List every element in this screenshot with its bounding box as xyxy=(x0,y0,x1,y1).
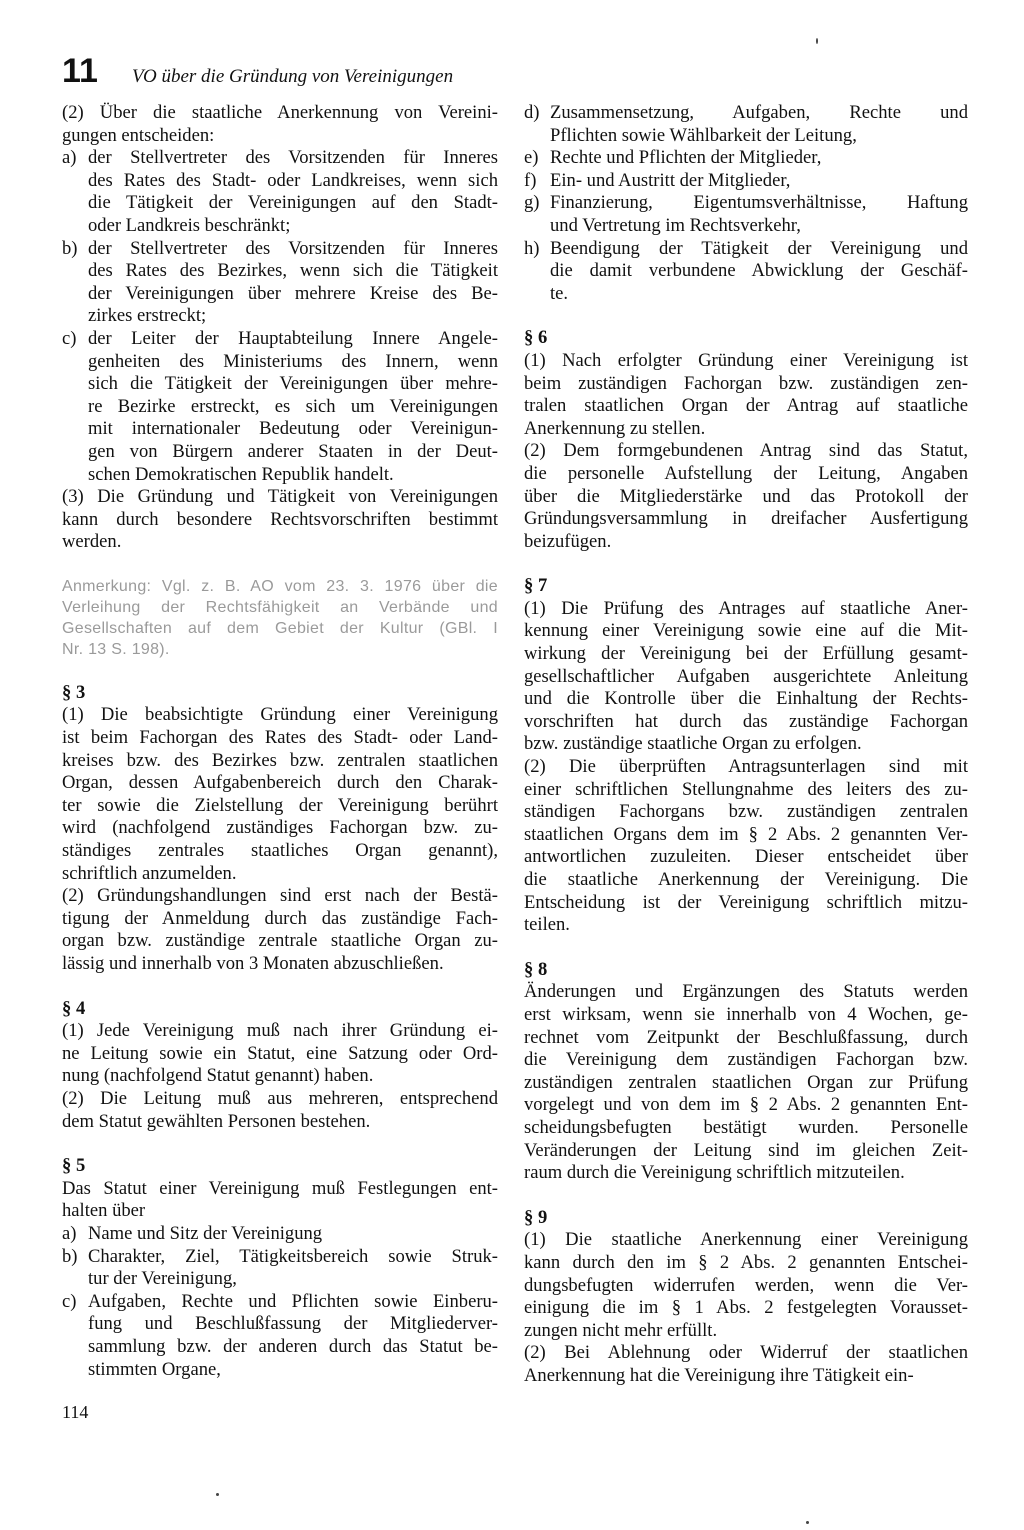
text-line: und Vertretung im Rechtsverkehr, xyxy=(550,214,801,236)
list-item-label: f) xyxy=(524,169,537,191)
running-title: VO über die Gründung von Vereinigungen xyxy=(131,66,454,87)
list-item-text xyxy=(550,192,968,237)
list-item xyxy=(62,1246,498,1291)
scan-speck xyxy=(816,38,818,44)
spacer xyxy=(524,305,968,327)
text-line: te. xyxy=(550,282,569,304)
text-line: Ein- und Austritt der Mitglieder, xyxy=(550,169,791,191)
text-line: und die Kontrolle über die Einhaltung der Rechts- xyxy=(524,688,968,710)
text-line: (3) Die Gründung und Tätigkeit von Vereinigungen xyxy=(62,486,498,508)
list-item-text xyxy=(88,238,498,328)
text-line: zungen nicht mehr erfüllt. xyxy=(524,1319,718,1341)
text-line: Finanzierung, Eigentumsverhältnisse, Haftung xyxy=(550,192,968,214)
text-line: sammlung bzw. der anderen durch das Statut be- xyxy=(88,1335,498,1357)
text-line: zirkes erstreckt; xyxy=(88,305,207,327)
text-line: einer schriftlichen Stellungnahme des leiters des zu- xyxy=(524,778,968,800)
list-item xyxy=(62,328,498,486)
text-line: (1) Die beabsichtigte Gründung einer Vereinigung xyxy=(62,704,498,726)
spacer xyxy=(524,1185,968,1207)
text-line: Anerkennung zu stellen. xyxy=(524,417,706,439)
text-line: die Vereinigung dem zuständigen Fachorgan bzw. xyxy=(524,1049,968,1071)
text-line: die staatliche Anerkennung der Vereinigung. Die xyxy=(524,869,968,890)
text-line: beizufügen. xyxy=(524,530,612,552)
text-line: gen von Bürgern anderer Staaten in der Deut- xyxy=(88,440,498,462)
text-line: Das Statut einer Vereinigung muß Festlegungen ent- xyxy=(62,1177,498,1199)
text-line: (2) Bei Ablehnung oder Widerruf der staatlichen xyxy=(524,1342,968,1364)
note-line: Verleihung der Rechtsfähigkeit an Verbände und xyxy=(62,598,498,616)
text-line: (2) Über die staatliche Anerkennung von Vereini- xyxy=(62,102,498,123)
text-line: gesellschaftlicher Aufgaben ausgerichtete Anleitung xyxy=(524,665,968,687)
text-line: genheiten des Ministeriums des Innern, wenn xyxy=(88,350,498,372)
text-line: Rechte und Pflichten der Mitglieder, xyxy=(550,147,822,169)
text-line: lässig und innerhalb von 3 Monaten abzuschließen. xyxy=(62,953,444,974)
text-line: re Bezirke erstreckt, es sich um Vereinigungen xyxy=(88,395,498,417)
list-item-text xyxy=(550,238,968,306)
text-line: Name und Sitz der Vereinigung xyxy=(88,1222,323,1244)
section-heading: § 7 xyxy=(524,575,548,597)
text-line: Änderungen und Ergänzungen des Statuts werden xyxy=(524,981,968,1003)
text-line: (1) Jede Vereinigung muß nach ihrer Gründung ei- xyxy=(62,1020,498,1042)
text-line: des Rates des Stadt- oder Landkreises, wenn sich xyxy=(88,169,498,191)
text-line: antwortlichen zuzuleiten. Dieser entscheidet über xyxy=(524,846,968,868)
list-item xyxy=(62,238,498,328)
text-line: beim zuständigen Fachorgan bzw. zuständigen zen- xyxy=(524,372,968,394)
text-line: Charakter, Ziel, Tätigkeitsbereich sowie Struk- xyxy=(88,1245,498,1267)
list-item-text xyxy=(88,1291,498,1381)
spacer xyxy=(524,937,968,959)
list-item-text xyxy=(88,147,498,237)
text-line: organ bzw. zuständige zentrale staatliche Organ zu- xyxy=(62,930,498,952)
list-item xyxy=(524,238,968,306)
list-item-text xyxy=(550,102,968,147)
text-line: ne Leitung sowie ein Statut, eine Satzung oder Ord- xyxy=(62,1042,498,1064)
section-heading: § 8 xyxy=(524,958,548,980)
list-item-text xyxy=(88,1246,498,1291)
text-line: (1) Die staatliche Anerkennung einer Vereinigung xyxy=(524,1229,968,1251)
list-item-text xyxy=(550,147,968,170)
chapter-number: 11 xyxy=(62,52,98,90)
text-line: ständiges zentrales staatliches Organ genannt), xyxy=(62,840,498,862)
section-heading: § 4 xyxy=(62,997,86,1019)
text-line: Gründungsversammlung in dreifacher Ausfertigung xyxy=(524,508,968,530)
spacer xyxy=(62,660,498,682)
list-item-text xyxy=(550,170,968,193)
text-line: Zusammensetzung, Aufgaben, Rechte und xyxy=(550,102,968,123)
text-line: (2) Die überprüften Antragsunterlagen sind mit xyxy=(524,756,968,778)
list-item xyxy=(62,1223,498,1246)
text-line: die personelle Aufstellung der Leitung, Angaben xyxy=(524,462,968,484)
text-line: erst wirksam, wenn sie innerhalb von 4 Wochen, ge- xyxy=(524,1003,968,1025)
text-line: dungsbefugten widerrufen werden, wenn die Ver- xyxy=(524,1274,968,1296)
text-line: Pflichten sowie Wählbarkeit der Leitung, xyxy=(550,124,857,146)
text-line: die Tätigkeit der Vereinigungen auf den Stadt- xyxy=(88,192,498,214)
scan-speck xyxy=(216,1493,219,1496)
note-line: Gesellschaften auf dem Gebiet der Kultur (GBl. I xyxy=(62,619,498,637)
text-line: raum durch die Vereinigung schriftlich mitzuteilen. xyxy=(524,1162,905,1184)
text-line: einigung die im § 1 Abs. 2 festgelegten Vorausset- xyxy=(524,1297,968,1319)
list-item-label: g) xyxy=(524,192,540,214)
list-item xyxy=(524,192,968,237)
text-line: der Stellvertreter des Vorsitzenden für Inneres xyxy=(88,147,498,169)
text-line: mit internationaler Bedeutung oder Vereinigun- xyxy=(88,418,498,440)
text-line: (2) Dem formgebundenen Antrag sind das Statut, xyxy=(524,440,968,462)
list-item-text xyxy=(88,328,498,486)
text-line: fung und Beschlußfassung der Mitgliederver- xyxy=(88,1313,498,1335)
note-line: Anmerkung: Vgl. z. B. AO vom 23. 3. 1976 über die xyxy=(62,577,498,595)
text-line: gungen entscheiden: xyxy=(62,124,215,146)
text-line: Entscheidung ist der Vereinigung schriftlich mitzu- xyxy=(524,891,968,913)
text-line: bzw. zuständige staatliche Organ zu erfolgen. xyxy=(524,733,862,755)
annotation-note xyxy=(62,576,498,660)
text-line: tigung der Anmeldung durch das zuständige Fach- xyxy=(62,907,498,929)
text-line: Beendigung der Tätigkeit der Vereinigung und xyxy=(550,237,968,259)
text-line: rechnet vom Zeitpunkt der Beschlußfassung, durch xyxy=(524,1026,968,1048)
list-item xyxy=(524,147,968,170)
text-line: Veränderungen der Leitung sind im gleichen Zeit- xyxy=(524,1139,968,1161)
text-line: scheidungsbefugten bestätigt wurden. Personelle xyxy=(524,1116,968,1138)
text-line: wirkung der Vereinigung bei der Erfüllung gesamt- xyxy=(524,643,968,665)
text-line: über die Mitgliederstärke und das Protokoll der xyxy=(524,485,968,507)
text-line: zuständigen zentralen staatlichen Organ zur Prüfung xyxy=(524,1071,968,1093)
text-line: vorschriften hat durch das zuständige Fachorgan xyxy=(524,710,968,732)
spacer xyxy=(62,976,498,998)
spacer xyxy=(524,553,968,575)
list-item-label: e) xyxy=(524,147,539,169)
text-line: kann durch den im § 2 Abs. 2 genannten Entschei- xyxy=(524,1251,968,1273)
list-item xyxy=(524,102,968,147)
right-column xyxy=(524,102,968,1387)
text-line: schen Demokratischen Republik handelt. xyxy=(88,463,394,485)
text-line: die damit verbundene Abwicklung der Geschäf- xyxy=(550,260,968,282)
text-line: (2) Gründungshandlungen sind erst nach der Bestä- xyxy=(62,885,498,907)
list-item-label: c) xyxy=(62,327,77,349)
text-line: ter sowie die Zielstellung der Vereinigung berührt xyxy=(62,794,498,816)
text-line: ständigen Fachorgans bzw. zuständigen zentralen xyxy=(524,801,968,823)
text-line: Anerkennung hat die Vereinigung ihre Tätigkeit ein- xyxy=(524,1364,914,1386)
page-header xyxy=(62,52,453,92)
text-line: Aufgaben, Rechte und Pflichten sowie Einberu- xyxy=(88,1290,498,1312)
list-item-label: a) xyxy=(62,147,77,169)
text-line: tur der Vereinigung, xyxy=(88,1268,237,1290)
list-item-label: a) xyxy=(62,1222,77,1244)
list-item-label: d) xyxy=(524,102,540,123)
text-line: der Leiter der Hauptabteilung Innere Angele- xyxy=(88,327,498,349)
list-item xyxy=(62,1291,498,1381)
text-line: staatlichen Organs dem im § 2 Abs. 2 genannten Ver- xyxy=(524,823,968,845)
text-line: vorgelegt und von dem im § 2 Abs. 2 genannten Ent- xyxy=(524,1094,968,1116)
text-line: werden. xyxy=(62,531,122,553)
list-item-text xyxy=(88,1223,498,1246)
section-heading: § 6 xyxy=(524,327,548,349)
list-item-label: c) xyxy=(62,1290,77,1312)
list-item-label: h) xyxy=(524,237,540,259)
page-number: 114 xyxy=(62,1402,89,1422)
text-line: (1) Nach erfolgter Gründung einer Vereinigung ist xyxy=(524,349,968,371)
text-line: kann durch besondere Rechtsvorschriften bestimmt xyxy=(62,508,498,530)
text-line: schriftlich anzumelden. xyxy=(62,862,237,884)
text-line: der Stellvertreter des Vorsitzenden für Inneres xyxy=(88,237,498,259)
text-line: halten über xyxy=(62,1200,146,1222)
text-line: kennung einer Vereinigung sowie eine auf die Mit- xyxy=(524,620,968,642)
spacer xyxy=(62,554,498,576)
text-line: dem Statut gewählten Personen bestehen. xyxy=(62,1110,371,1132)
text-line: des Rates des Bezirkes, wenn sich die Tätigkeit xyxy=(88,260,498,282)
list-item-label: b) xyxy=(62,1245,78,1267)
text-line: der Vereinigungen über mehrere Kreise des Be- xyxy=(88,282,498,304)
text-line: (2) Die Leitung muß aus mehreren, entsprechend xyxy=(62,1087,498,1109)
text-line: oder Landkreis beschränkt; xyxy=(88,214,291,236)
text-line: nung (nachfolgend Statut genannt) haben. xyxy=(62,1065,374,1087)
text-line: ist beim Fachorgan des Rates des Stadt- oder Land- xyxy=(62,727,498,749)
text-line: kreises bzw. des Bezirkes bzw. zentralen staatlichen xyxy=(62,749,498,771)
list-item-label: b) xyxy=(62,237,78,259)
scan-speck xyxy=(806,1521,809,1524)
text-line: teilen. xyxy=(524,914,570,936)
text-line: tralen staatlichen Organ der Antrag auf staatliche xyxy=(524,395,968,417)
section-heading: § 5 xyxy=(62,1155,86,1177)
section-heading: § 3 xyxy=(62,681,86,703)
note-line: Nr. 13 S. 198). xyxy=(62,640,170,658)
text-line: Organ, dessen Aufgabenbereich durch den Charak- xyxy=(62,772,498,794)
spacer xyxy=(62,1133,498,1155)
text-line: (1) Die Prüfung des Antrages auf staatliche Aner- xyxy=(524,597,968,619)
list-item xyxy=(524,170,968,193)
text-line: sich die Tätigkeit der Vereinigungen über mehre- xyxy=(88,373,498,395)
text-line: stimmten Organe, xyxy=(88,1358,221,1380)
left-column xyxy=(62,102,498,1381)
text-line: wird (nachfolgend zuständiges Fachorgan bzw. zu- xyxy=(62,817,498,839)
list-item xyxy=(62,147,498,237)
section-heading: § 9 xyxy=(524,1206,548,1228)
